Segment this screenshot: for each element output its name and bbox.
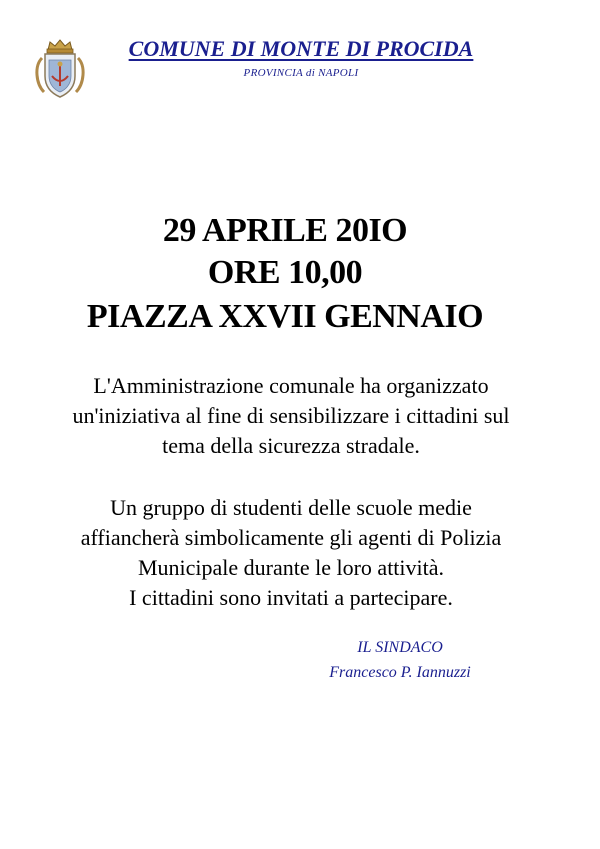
signature-name: Francesco P. Iannuzzi [329,664,471,681]
paragraph-line: I cittadini sono invitati a partecipare. [129,585,453,610]
paragraph-line: un'iniziativa al fine di sensibilizzare i cittadini sul [72,403,510,428]
participation-paragraph [0,493,582,613]
paragraph-line: L'Amministrazione comunale ha organizzato [93,373,489,398]
event-date: 29 APRILE 20IO [162,212,408,249]
announcement-paragraph [0,371,582,461]
paragraph-line: Municipale durante le loro attività. [137,555,445,580]
event-place: PIAZZA XXVII GENNAIO [86,298,484,335]
paragraph-line: affiancherà simbolicamente gli agenti di Polizia [80,525,502,550]
paragraph-line: tema della sicurezza stradale. [162,433,420,458]
municipality-title: COMUNE DI MONTE DI PROCIDA [128,36,474,61]
municipal-crest-icon [32,36,88,100]
paragraph-line: Un gruppo di studenti delle scuole medie [110,495,472,520]
province-subtitle: PROVINCIA di NAPOLI [243,67,359,79]
event-time: ORE 10,00 [207,254,363,291]
signature-role: IL SINDACO [357,639,443,656]
